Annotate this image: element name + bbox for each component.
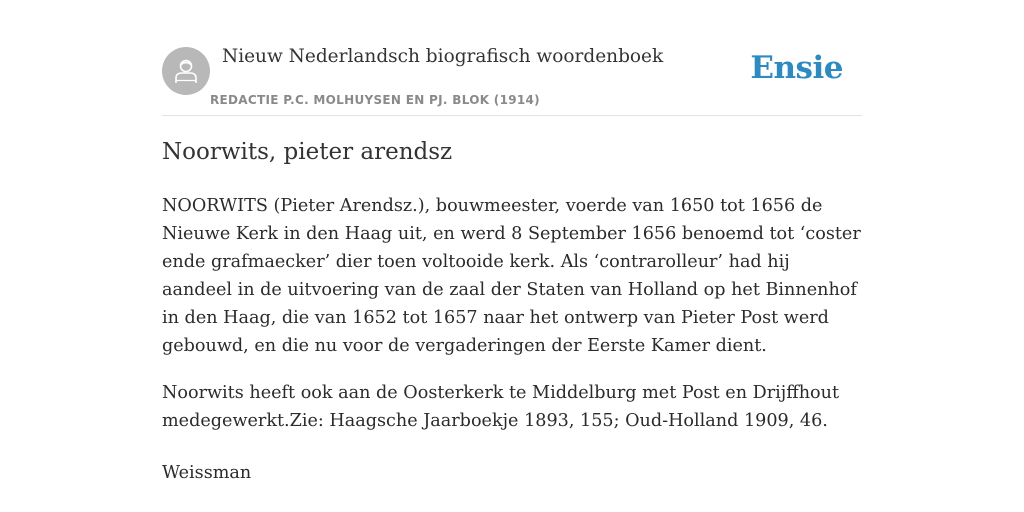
ensie-logo[interactable]: Ensie (750, 50, 843, 86)
article-author: Weissman (162, 463, 252, 483)
source-title[interactable]: Nieuw Nederlandsch biografisch woordenboek (222, 46, 664, 67)
article-paragraph: Noorwits heeft ook aan de Oosterkerk te Middelburg met Post en Drijffhout medegewerkt.Zie: Haagsche Jaarboekje 1893, 155; Oud-Holland 1909, 46. (162, 383, 840, 431)
user-icon (171, 56, 201, 86)
source-subtitle: REDACTIE P.C. MOLHUYSEN EN PJ. BLOK (1914) (210, 93, 540, 107)
article-title: Noorwits, pieter arendsz (162, 139, 453, 165)
article-paragraph: NOORWITS (Pieter Arendsz.), bouwmeester, voerde van 1650 tot 1656 de Nieuwe Kerk in den Haag uit, en werd 8 September 1656 benoemd tot ‘coster ende grafmaecker’ dier toen voltooide kerk. Als ‘contrarolleur’ had hij aandeel in de uitvoering van de zaal der Staten van Holland op het Binnenhof in den Haag, die van 1652 tot 1657 naar het ontwerp van Pieter Post werd gebouwd, en die nu voor de vergaderingen der Eerste Kamer dient. (162, 196, 861, 356)
header-divider (162, 115, 862, 116)
source-avatar[interactable] (162, 47, 210, 95)
